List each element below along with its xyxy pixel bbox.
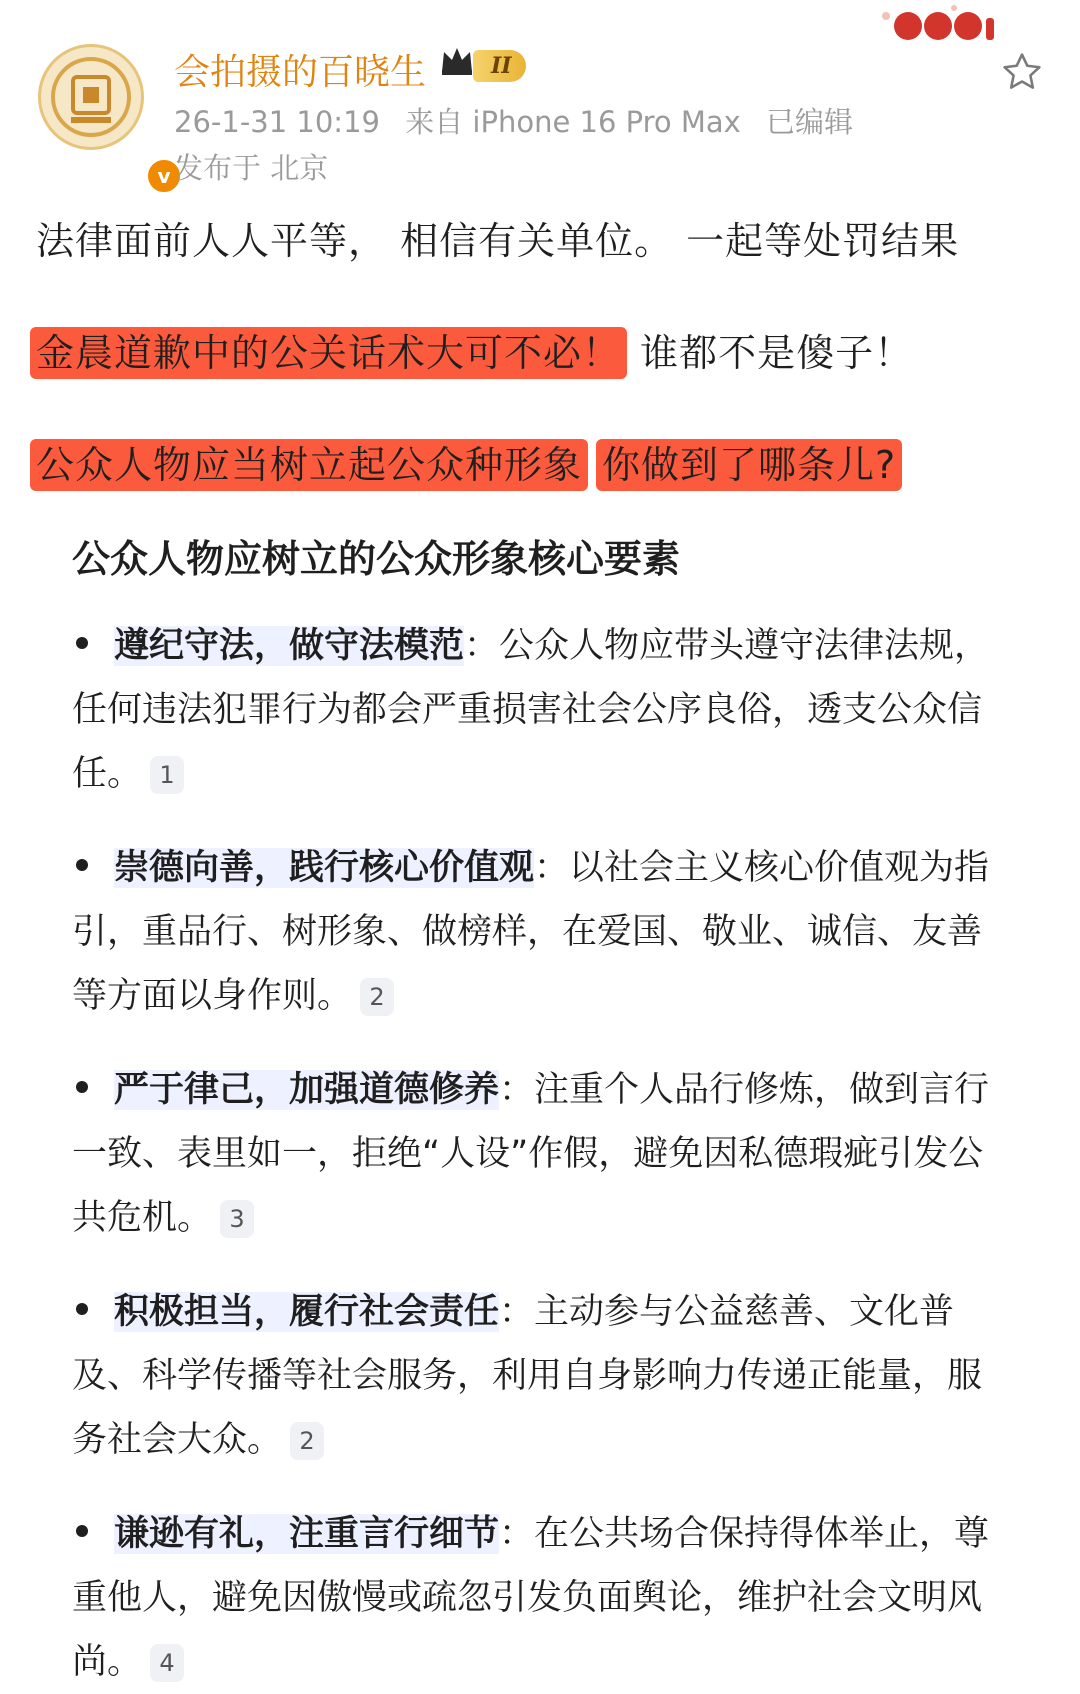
highlighted-phrase: 公众人物应当树立起公众种形象 bbox=[30, 439, 588, 491]
avatar[interactable] bbox=[38, 44, 171, 188]
item-keyword: 谦逊有礼，注重言行细节 bbox=[114, 1514, 500, 1554]
citation-ref[interactable]: 1 bbox=[150, 756, 184, 794]
edited-label[interactable]: 已编辑 bbox=[766, 105, 854, 139]
post-date: 26-1-31 10:19 bbox=[174, 105, 380, 139]
crown-icon bbox=[440, 46, 474, 76]
answer-item bbox=[72, 614, 1002, 806]
item-keyword: 崇德向善，践行核心价值观 bbox=[114, 848, 535, 888]
item-text: ：主动参与公益慈善、文化普及、科学传播等社会服务，利用自身影响力传递正能量，服务社会大众。 bbox=[72, 1292, 983, 1460]
item-text: ：注重个人品行修炼，做到言行一致、表里如一，拒绝“人设”作假，避免因私德瑕疵引发公共危机。 bbox=[72, 1070, 990, 1238]
post-text-line-2 bbox=[36, 322, 913, 377]
citation-ref[interactable]: 2 bbox=[290, 1422, 324, 1460]
highlighted-question: 你做到了哪条儿? bbox=[596, 439, 902, 491]
answer-item bbox=[72, 836, 1002, 1028]
post-text-line-1: 法律面前人人平等， 相信有关单位。 一起等处罚结果 bbox=[36, 219, 960, 263]
citation-ref[interactable]: 3 bbox=[220, 1200, 254, 1238]
level-badge[interactable]: II bbox=[473, 50, 526, 82]
bullet bbox=[76, 1303, 88, 1315]
avatar-image bbox=[41, 47, 141, 147]
citation-ref[interactable]: 4 bbox=[150, 1644, 184, 1682]
item-keyword: 积极担当，履行社会责任 bbox=[114, 1292, 500, 1332]
verified-badge-icon: v bbox=[145, 157, 183, 195]
answer-item bbox=[72, 1058, 1002, 1250]
post-meta bbox=[174, 100, 869, 141]
post-source: 来自 iPhone 16 Pro Max bbox=[405, 105, 741, 139]
post-text-line-3 bbox=[36, 434, 902, 489]
post-location: 发布于 北京 bbox=[174, 151, 329, 185]
bullet bbox=[76, 859, 88, 871]
username[interactable]: 会拍摄的百晓生 bbox=[174, 52, 427, 93]
citation-ref[interactable]: 2 bbox=[360, 978, 394, 1016]
answer-item bbox=[72, 1502, 1002, 1694]
favorite-star-icon[interactable] bbox=[1000, 50, 1044, 94]
answer-item bbox=[72, 1280, 1002, 1472]
item-text: ：以社会主义核心价值观为指引，重品行、树形象、做榜样，在爱国、敬业、诚信、友善等方面以身作则。 bbox=[72, 848, 990, 1016]
item-keyword: 严于律己，加强道德修养 bbox=[114, 1070, 500, 1110]
answer-title: 公众人物应树立的公众形象核心要素 bbox=[72, 537, 681, 581]
bullet bbox=[76, 1081, 88, 1093]
bullet bbox=[76, 1525, 88, 1537]
highlighted-phrase: 金晨道歉中的公关话术大可不必！ bbox=[30, 327, 627, 379]
post-text-line-2-rest: 谁都不是傻子！ bbox=[627, 331, 914, 375]
bullet bbox=[76, 637, 88, 649]
item-keyword: 遵纪守法，做守法模范 bbox=[114, 626, 465, 666]
item-text: ：在公共场合保持得体举止，尊重他人，避免因傲慢或疏忽引发负面舆论，维护社会文明风尚。 bbox=[72, 1514, 990, 1682]
festival-decoration bbox=[866, 2, 1016, 48]
item-text: ：公众人物应带头遵守法律法规，任何违法犯罪行为都会严重损害社会公序良俗，透支公众信任。 bbox=[72, 626, 990, 794]
